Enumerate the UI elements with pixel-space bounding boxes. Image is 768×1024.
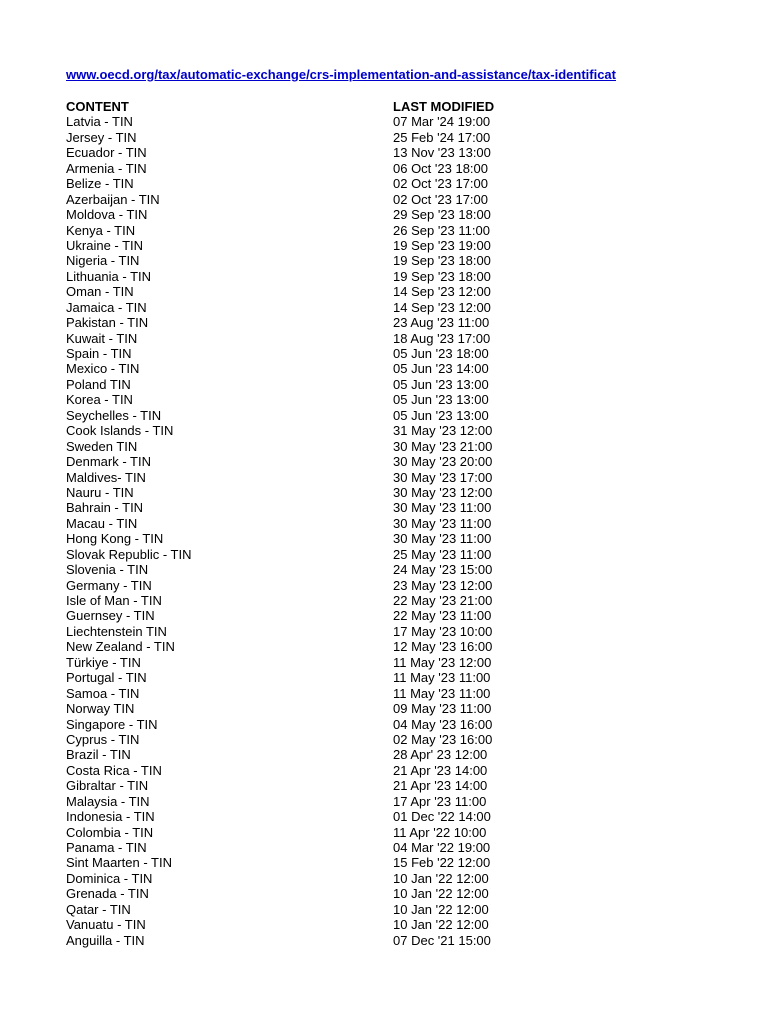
row-content: Portugal - TIN	[66, 670, 147, 686]
row-content: Nauru - TIN	[66, 484, 134, 500]
row-last-modified: 06 Oct '23 18:00	[393, 160, 488, 176]
table-row	[66, 408, 513, 423]
table-row	[66, 361, 513, 376]
table-row	[66, 331, 513, 346]
table-row	[66, 238, 513, 253]
row-last-modified: 21 Apr '23 14:00	[393, 762, 488, 778]
row-last-modified: 01 Dec '22 14:00	[393, 809, 491, 825]
row-content: Colombia - TIN	[66, 824, 154, 840]
row-last-modified: 21 Apr '23 14:00	[393, 778, 488, 794]
row-last-modified: 23 Aug '23 11:00	[393, 315, 490, 331]
row-content: Cook Islands - TIN	[66, 423, 174, 439]
row-content: Belize - TIN	[66, 176, 134, 192]
table-row	[66, 300, 513, 315]
row-last-modified: 10 Jan '22 12:00	[393, 886, 489, 902]
oecd-url-link[interactable]: www.oecd.org/tax/automatic-exchange/crs-implementation-and-assistance/tax-identificat	[66, 67, 616, 82]
row-last-modified: 30 May '23 21:00	[393, 438, 493, 454]
row-last-modified: 12 May '23 16:00	[393, 639, 493, 655]
table-row	[66, 902, 513, 917]
table-row	[66, 886, 513, 901]
table-row	[66, 670, 513, 685]
table-row	[66, 423, 513, 438]
row-last-modified: 10 Jan '22 12:00	[393, 870, 489, 886]
row-last-modified: 29 Sep '23 18:00	[393, 207, 491, 223]
row-content: Kuwait - TIN	[66, 330, 138, 346]
table-row	[66, 454, 513, 469]
row-last-modified: 22 May '23 11:00	[393, 608, 492, 624]
row-last-modified: 05 Jun '23 14:00	[393, 361, 489, 377]
table-row	[66, 794, 513, 809]
table-row	[66, 639, 513, 654]
row-content: Vanuatu - TIN	[66, 917, 146, 933]
table-row	[66, 207, 513, 222]
row-last-modified: 07 Dec '21 15:00	[393, 932, 491, 948]
row-content: Oman - TIN	[66, 284, 134, 300]
row-last-modified: 11 May '23 11:00	[393, 685, 491, 701]
row-last-modified: 10 Jan '22 12:00	[393, 917, 489, 933]
table-header	[66, 99, 513, 114]
table-row	[66, 933, 513, 948]
row-content: Indonesia - TIN	[66, 809, 155, 825]
row-last-modified: 19 Sep '23 18:00	[393, 253, 491, 269]
table-row	[66, 840, 513, 855]
table-row	[66, 470, 513, 485]
row-last-modified: 28 Apr' 23 12:00	[393, 747, 488, 763]
table-row	[66, 315, 513, 330]
row-content: Latvia - TIN	[66, 114, 133, 130]
table-row	[66, 531, 513, 546]
row-last-modified: 24 May '23 15:00	[393, 562, 493, 578]
row-content: Macau - TIN	[66, 515, 138, 531]
row-content: Sweden TIN	[66, 438, 138, 454]
row-last-modified: 23 May '23 12:00	[393, 577, 493, 593]
row-last-modified: 05 Jun '23 13:00	[393, 407, 489, 423]
row-last-modified: 30 May '23 12:00	[393, 484, 493, 500]
row-last-modified: 25 May '23 11:00	[393, 546, 492, 562]
table-row	[66, 284, 513, 299]
table-row	[66, 145, 513, 160]
row-content: Gibraltar - TIN	[66, 778, 149, 794]
row-content: Norway TIN	[66, 701, 135, 717]
row-last-modified: 30 May '23 11:00	[393, 500, 492, 516]
row-content: Anguilla - TIN	[66, 932, 145, 948]
row-last-modified: 31 May '23 12:00	[393, 423, 493, 439]
row-content: Costa Rica - TIN	[66, 762, 162, 778]
row-content: Ukraine - TIN	[66, 237, 144, 253]
row-last-modified: 17 Apr '23 11:00	[393, 793, 487, 809]
row-content: Azerbaijan - TIN	[66, 191, 160, 207]
content-table	[66, 99, 513, 948]
table-row	[66, 809, 513, 824]
table-row	[66, 253, 513, 268]
row-last-modified: 02 Oct '23 17:00	[393, 176, 488, 192]
row-last-modified: 04 May '23 16:00	[393, 716, 493, 732]
row-content: Cyprus - TIN	[66, 731, 140, 747]
table-row	[66, 346, 513, 361]
table-row	[66, 130, 513, 145]
row-content: Lithuania - TIN	[66, 268, 152, 284]
row-content: Bahrain - TIN	[66, 500, 144, 516]
table-row	[66, 578, 513, 593]
row-content: Guernsey - TIN	[66, 608, 155, 624]
header-last-modified: LAST MODIFIED	[393, 99, 495, 114]
row-content: Armenia - TIN	[66, 160, 147, 176]
row-last-modified: 05 Jun '23 13:00	[393, 392, 489, 408]
row-last-modified: 07 Mar '24 19:00	[393, 114, 491, 130]
table-row	[66, 917, 513, 932]
table-row	[66, 825, 513, 840]
table-row	[66, 855, 513, 870]
row-content: Slovenia - TIN	[66, 562, 149, 578]
row-content: Brazil - TIN	[66, 747, 131, 763]
row-content: Moldova - TIN	[66, 207, 148, 223]
row-last-modified: 02 May '23 16:00	[393, 731, 493, 747]
row-last-modified: 15 Feb '22 12:00	[393, 855, 491, 871]
row-content: Malaysia - TIN	[66, 793, 150, 809]
row-content: Nigeria - TIN	[66, 253, 140, 269]
row-content: Hong Kong - TIN	[66, 531, 164, 547]
table-row	[66, 624, 513, 639]
row-content: Kenya - TIN	[66, 222, 136, 238]
table-row	[66, 192, 513, 207]
table-row	[66, 871, 513, 886]
table-row	[66, 485, 513, 500]
row-content: Jersey - TIN	[66, 129, 137, 145]
row-content: Spain - TIN	[66, 346, 132, 361]
table-row	[66, 516, 513, 531]
table-row	[66, 655, 513, 670]
row-last-modified: 14 Sep '23 12:00	[393, 299, 491, 315]
row-content: Maldives- TIN	[66, 469, 146, 485]
table-row	[66, 439, 513, 454]
row-last-modified: 30 May '23 17:00	[393, 469, 493, 485]
table-row	[66, 747, 513, 762]
row-last-modified: 19 Sep '23 19:00	[393, 237, 491, 253]
row-last-modified: 05 Jun '23 13:00	[393, 376, 489, 392]
row-last-modified: 13 Nov '23 13:00	[393, 145, 491, 161]
row-last-modified: 05 Jun '23 18:00	[393, 346, 489, 361]
table-row	[66, 593, 513, 608]
row-content: Pakistan - TIN	[66, 315, 149, 331]
table-row	[66, 114, 513, 129]
row-last-modified: 22 May '23 21:00	[393, 593, 493, 608]
row-last-modified: 09 May '23 11:00	[393, 701, 492, 717]
table-row	[66, 717, 513, 732]
table-row	[66, 686, 513, 701]
row-last-modified: 10 Jan '22 12:00	[393, 901, 489, 917]
row-content: Jamaica - TIN	[66, 299, 147, 315]
row-last-modified: 30 May '23 11:00	[393, 531, 492, 547]
row-content: Isle of Man - TIN	[66, 593, 162, 608]
table-row	[66, 377, 513, 392]
row-last-modified: 30 May '23 20:00	[393, 454, 493, 470]
row-last-modified: 26 Sep '23 11:00	[393, 222, 490, 238]
row-last-modified: 11 May '23 11:00	[393, 670, 491, 686]
table-row	[66, 547, 513, 562]
header-content: CONTENT	[66, 99, 129, 114]
row-content: Ecuador - TIN	[66, 145, 147, 161]
row-content: Denmark - TIN	[66, 454, 151, 470]
row-last-modified: 30 May '23 11:00	[393, 515, 492, 531]
table-row	[66, 223, 513, 238]
row-content: Panama - TIN	[66, 840, 147, 855]
table-body	[66, 114, 513, 948]
row-content: Grenada - TIN	[66, 886, 149, 902]
row-content: Germany - TIN	[66, 577, 152, 593]
row-content: Sint Maarten - TIN	[66, 855, 172, 871]
row-last-modified: 19 Sep '23 18:00	[393, 268, 491, 284]
table-row	[66, 763, 513, 778]
row-last-modified: 14 Sep '23 12:00	[393, 284, 491, 300]
row-content: Dominica - TIN	[66, 870, 153, 886]
table-row	[66, 161, 513, 176]
row-last-modified: 02 Oct '23 17:00	[393, 191, 488, 207]
row-last-modified: 17 May '23 10:00	[393, 623, 493, 639]
row-content: Slovak Republic - TIN	[66, 546, 192, 562]
table-row	[66, 701, 513, 716]
row-last-modified: 04 Mar '22 19:00	[393, 840, 491, 855]
row-content: Singapore - TIN	[66, 716, 158, 732]
table-row	[66, 392, 513, 407]
row-content: Qatar - TIN	[66, 901, 131, 917]
table-row	[66, 778, 513, 793]
table-row	[66, 500, 513, 515]
row-content: Samoa - TIN	[66, 685, 140, 701]
row-content: Türkiye - TIN	[66, 654, 141, 670]
row-last-modified: 11 May '23 12:00	[393, 654, 492, 670]
row-content: Seychelles - TIN	[66, 407, 162, 423]
table-row	[66, 732, 513, 747]
table-row	[66, 269, 513, 284]
row-last-modified: 25 Feb '24 17:00	[393, 129, 491, 145]
row-content: Mexico - TIN	[66, 361, 140, 377]
row-content: Korea - TIN	[66, 392, 133, 408]
row-last-modified: 18 Aug '23 17:00	[393, 330, 491, 346]
table-row	[66, 176, 513, 191]
row-last-modified: 11 Apr '22 10:00	[393, 824, 487, 840]
table-row	[66, 608, 513, 623]
table-row	[66, 562, 513, 577]
row-content: New Zealand - TIN	[66, 639, 175, 655]
row-content: Liechtenstein TIN	[66, 623, 167, 639]
row-content: Poland TIN	[66, 376, 131, 392]
